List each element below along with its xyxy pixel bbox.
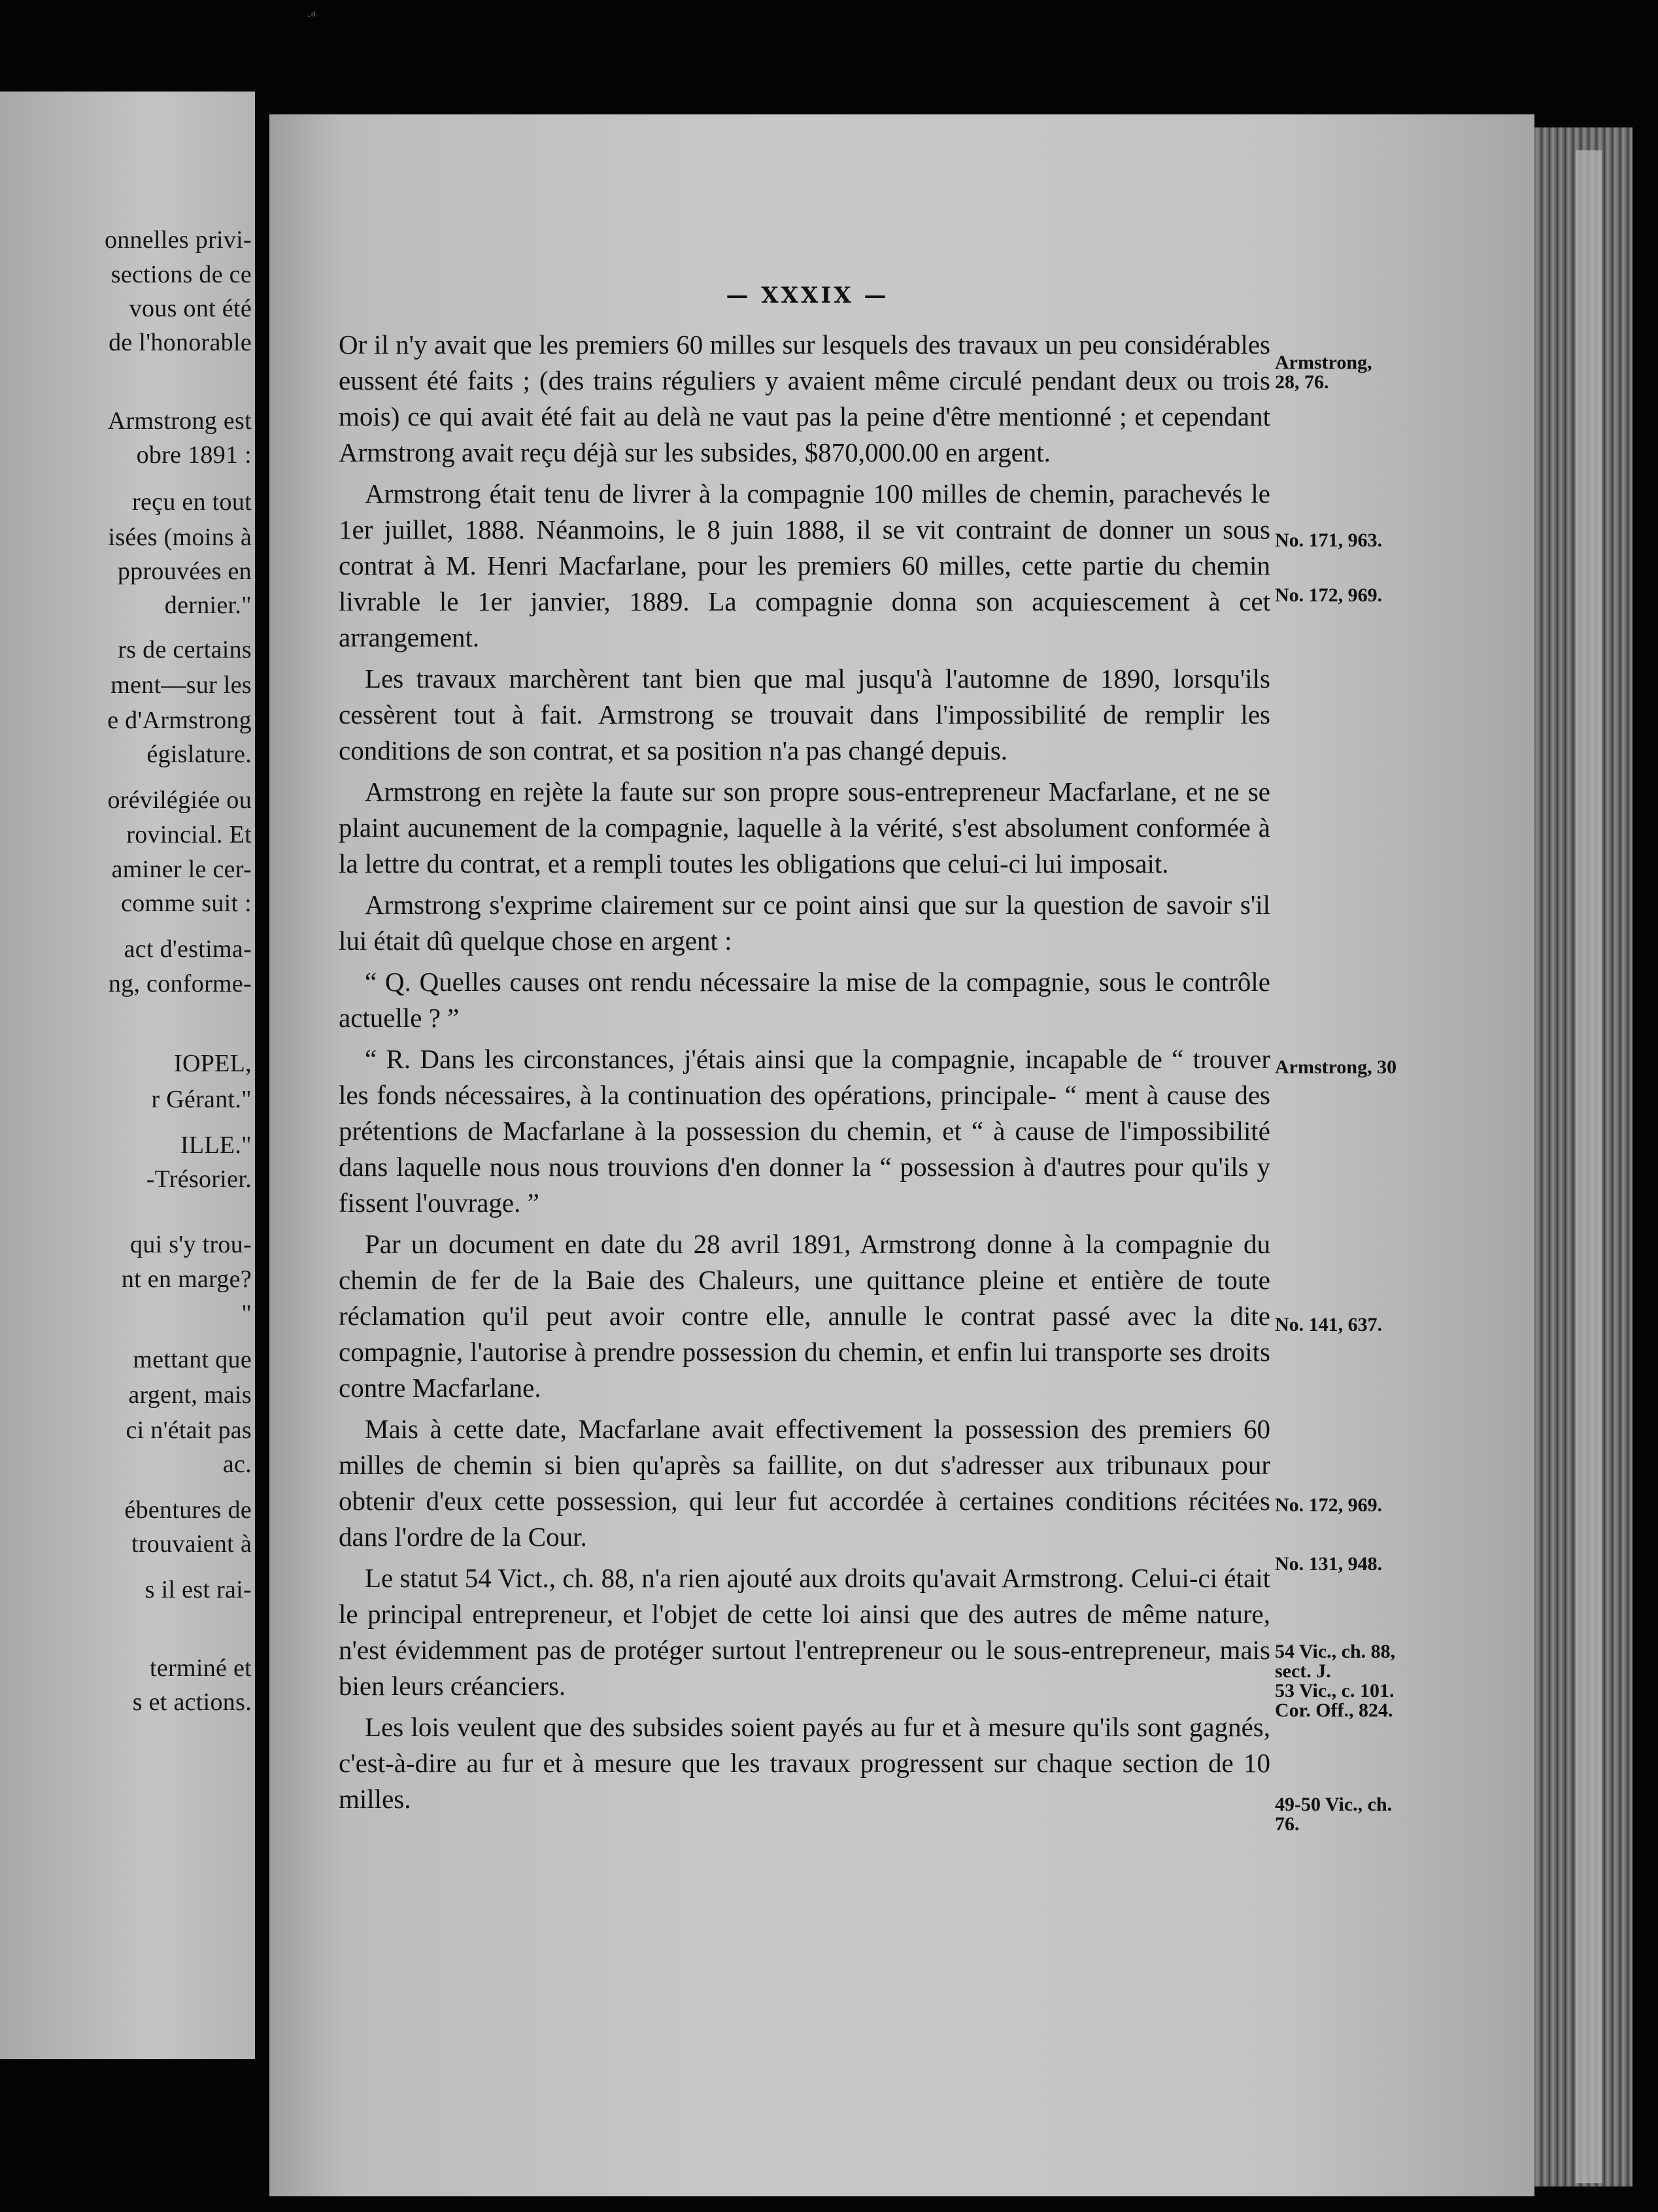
margin-note-line: No. 141, 637. xyxy=(1275,1314,1383,1335)
left-page-line: s il est rai- xyxy=(144,1576,252,1603)
left-page-line: -Trésorier. xyxy=(146,1165,252,1193)
margin-note xyxy=(1275,1795,1392,1834)
left-page-line: ment—sur les xyxy=(110,671,252,699)
margin-note-line: 53 Vic., c. 101. xyxy=(1275,1680,1395,1701)
left-page-line: isées (moins à xyxy=(108,524,252,551)
left-page-line: onnelles privi- xyxy=(104,226,252,254)
left-page-line: trouvaient à xyxy=(131,1530,252,1558)
margin-note-line: 76. xyxy=(1275,1813,1300,1835)
margin-note-line: 54 Vic., ch. 88, xyxy=(1275,1641,1396,1662)
left-page-line: ng, conforme- xyxy=(108,970,252,997)
main-text-body xyxy=(339,327,1270,1822)
quote-question: “ Q. Quelles causes ont rendu nécessaire la mise de la compagnie, sous le contrôle actuelle ? ” xyxy=(339,967,1270,1033)
left-page-line: obre 1891 : xyxy=(136,441,252,469)
margin-note xyxy=(1275,1058,1396,1077)
left-page-line: dernier." xyxy=(164,592,252,619)
margin-note xyxy=(1275,353,1372,392)
left-page-line: pprouvées en xyxy=(117,558,252,585)
left-page-line: comme suit : xyxy=(121,890,252,917)
left-page-line: ILLE." xyxy=(180,1131,252,1159)
left-page-line: IOPEL, xyxy=(174,1050,252,1077)
left-page-line: s et actions. xyxy=(132,1688,252,1716)
left-page-line: rovincial. Et xyxy=(126,821,252,848)
margin-note-line: 28, 76. xyxy=(1275,371,1329,393)
margin-note xyxy=(1275,531,1382,550)
left-page-line: ci n'était pas xyxy=(126,1416,252,1444)
paragraph-5: Armstrong s'exprime clairement sur ce point ainsi que sur la question de savoir s'il lui était dû quelque chose en argent : xyxy=(339,890,1270,956)
margin-note-line: No. 171, 963. xyxy=(1275,529,1383,551)
margin-note xyxy=(1275,586,1382,605)
margin-note-line: sect. J. xyxy=(1275,1660,1331,1682)
paragraph-8: Par un document en date du 28 avril 1891, Armstrong donne à la compagnie du chemin de fer de la Baie des Chaleurs, une quittance pleine et entière de toute réclamation qu'il peut avoir contre elle, annulle le contrat passé avec la dite compagnie, l'autorise à prendre possession du chemin, et enfin lui transporte ses droits contre Macfarlane. xyxy=(339,1229,1270,1403)
margin-note-line: Cor. Off., 824. xyxy=(1275,1700,1393,1721)
margin-note-line: Armstrong, xyxy=(1275,352,1372,373)
left-page-line: ébentures de xyxy=(124,1496,252,1524)
left-page-line: orévilégiée ou xyxy=(107,786,252,814)
paragraph-9: Mais à cette date, Macfarlane avait effectivement la possession des premiers 60 milles de chemin si bien qu'après sa faillite, on dut s'adresser aux tribunaux pour obtenir d'eux cette possession, qui leur fut accordée à certaines conditions récitées dans l'ordre de la Cour. xyxy=(339,1414,1270,1552)
margin-note xyxy=(1275,1642,1395,1720)
page-header: — XXXIX — xyxy=(726,282,889,309)
left-page-line: ac. xyxy=(222,1450,252,1478)
left-page-line: qui s'y trou- xyxy=(130,1231,252,1258)
margin-note xyxy=(1275,1496,1382,1515)
left-page-line: r Gérant." xyxy=(151,1086,252,1113)
paragraph-3: Les travaux marchèrent tant bien que mal jusqu'à l'automne de 1890, lorsqu'ils cessèrent tout à fait. Armstrong se trouvait dans l'impossibilité de remplir les conditions de son contrat, et sa position n'a pas changé depuis. xyxy=(339,663,1270,765)
left-page-line: rs de certains xyxy=(118,636,252,663)
margin-note-line: 49-50 Vic., ch. xyxy=(1275,1794,1393,1815)
margin-note-line: No. 172, 969. xyxy=(1275,1494,1383,1516)
left-page-line: reçu en tout xyxy=(132,488,252,516)
margin-note-line: Armstrong, 30 xyxy=(1275,1056,1397,1078)
left-page-line: sections de ce xyxy=(110,261,252,288)
margin-note-line: No. 172, 969. xyxy=(1275,584,1383,606)
left-page-line: Armstrong est xyxy=(107,407,252,435)
paragraph-11: Les lois veulent que des subsides soient payés au fur et à mesure qu'ils sont gagnés, c'est-à-dire au fur et à mesure que les travaux progressent sur chaque section de 10 milles. xyxy=(339,1712,1270,1814)
left-page-line: act d'estima- xyxy=(124,935,252,963)
quote-answer: “ R. Dans les circonstances, j'étais ainsi que la compagnie, incapable de “ trouver les fonds nécessaires, à la continuation des opérations, principale- “ ment à cause des prétentions de Macfarlane à la possession du chemin, et “ à cause de l'impossibilité dans laquelle nous nous trouvions d'en donner la “ possession à d'autres pour qu'ils y fissent l'ouvrage. ” xyxy=(339,1044,1270,1218)
paragraph-10: Le statut 54 Vict., ch. 88, n'a rien ajouté aux droits qu'avait Armstrong. Celui-ci était le principal entrepreneur, et l'objet de cette loi ainsi que des autres de même nature, n'est évidemment pas de protéger surtout l'entrepreneur ou le sous-entrepreneur, mais bien leurs créanciers. xyxy=(339,1563,1270,1701)
left-page-line: e d'Armstrong xyxy=(107,707,252,734)
left-page-line: terminé et xyxy=(150,1654,252,1682)
left-page-line: vous ont été xyxy=(129,295,252,322)
left-page-line: de l'honorable xyxy=(109,329,252,356)
left-page-line: mettant que xyxy=(133,1346,252,1373)
paragraph-2: Armstrong était tenu de livrer à la compagnie 100 milles de chemin, parachevés le 1er juillet, 1888. Néanmoins, le 8 juin 1888, il se vit contraint de donner un sous contrat à M. Henri Macfarlane, pour les premiers 60 milles, cette partie du chemin livrable le 1er janvier, 1889. La compagnie donna son acquiescement à cet arrangement. xyxy=(339,478,1270,652)
paragraph-1: Or il n'y avait que les premiers 60 milles sur lesquels des travaux un peu considérables eussent été faits ; (des trains réguliers y avaient même circulé pendant deux ou trois mois) ce qui avait été fait au delà ne vaut pas la peine d'être mentionné ; et cependant Armstrong avait reçu déjà sur les subsides, $870,000.00 en argent. xyxy=(339,329,1270,467)
left-page-line: " xyxy=(241,1300,252,1328)
margin-note xyxy=(1275,1315,1382,1335)
left-page-line: argent, mais xyxy=(128,1381,252,1409)
paragraph-4: Armstrong en rejète la faute sur son propre sous-entrepreneur Macfarlane, et ne se plaint aucunement de la compagnie, laquelle à la vérité, s'est absolument conformée à la lettre du contrat, et a rempli toutes les obligations que celui-ci lui imposait. xyxy=(339,777,1270,879)
left-page-line: égislature. xyxy=(146,741,252,768)
margin-note xyxy=(1275,1554,1382,1574)
book-page-edge-highlight xyxy=(1576,150,1602,2183)
left-page-fragment xyxy=(0,92,255,2059)
left-page-line: nt en marge? xyxy=(121,1265,252,1293)
scan-corner-mark: ·ᵈ xyxy=(307,10,316,24)
margin-note-line: No. 131, 948. xyxy=(1275,1553,1383,1575)
left-page-line: aminer le cer- xyxy=(111,856,252,883)
